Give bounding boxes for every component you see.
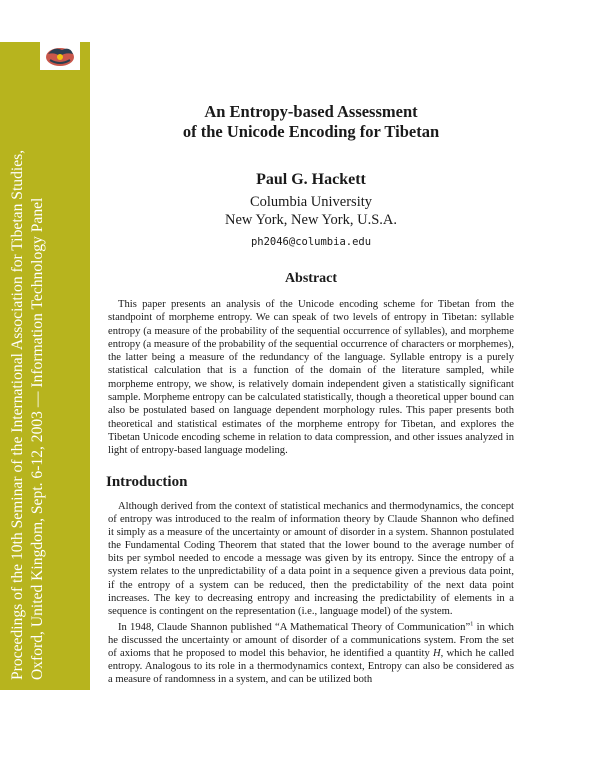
paper-title bbox=[108, 102, 514, 142]
proceedings-line-2: Oxford, United Kingdom, Sept. 6-12, 2003 — Information Technology Panel bbox=[29, 197, 46, 680]
conference-sidebar bbox=[0, 0, 90, 776]
introduction-body bbox=[108, 500, 514, 689]
entropy-symbol: H bbox=[432, 648, 441, 660]
paragraph-2-part-a: In 1948, Claude Shannon published “A Mathematical Theory of Communication” bbox=[118, 621, 471, 633]
author-affiliation bbox=[108, 193, 514, 229]
abstract-body bbox=[108, 298, 514, 458]
paragraph-2-part-c: , which he called entropy. Analogous to its role in a thermodynamics context, Entropy can also be considered as a measure of randomness in a system, and can be utilized both bbox=[108, 648, 515, 686]
author-email[interactable]: ph2046@columbia.edu bbox=[250, 236, 372, 248]
proceedings-line-1: Proceedings of the 10th Seminar of the International Association for Tibetan Studies, bbox=[9, 149, 26, 680]
abstract-heading: Abstract bbox=[284, 271, 338, 286]
title-line-2: of the Unicode Encoding for Tibetan bbox=[182, 122, 440, 141]
introduction-paragraph-1: Although derived from the context of statistical mechanics and thermodynamics, the concept of entropy was introduced to the realm of information theory by Claude Shannon who defined it simply as a measure of the uncertainty or amount of disorder in a system. Shannon postulated the Fundamental Coding Theorem that stated that the lower bound to the average number of bits per symbol needed to encode a message was given by its entropy. Since the entropy of a system relates to the unpredictability of a data point in a sequence given a previous data point, if the entropy of a system can be reduced, then the predictability of the next data point increases. The key to decreasing entropy and increasing the predictability of elements in a sequence is contingent on the representation (i.e., language model) of the system. bbox=[108, 501, 514, 617]
title-line-1: An Entropy-based Assessment bbox=[204, 102, 418, 121]
proceedings-banner bbox=[8, 40, 88, 680]
author-name: Paul G. Hackett bbox=[256, 171, 366, 188]
affiliation-line-2: New York, New York, U.S.A. bbox=[224, 212, 397, 228]
introduction-paragraph-2 bbox=[108, 621, 514, 686]
introduction-heading: Introduction bbox=[106, 474, 188, 490]
footnote-marker[interactable]: 1 bbox=[470, 620, 474, 628]
abstract-paragraph: This paper presents an analysis of the Unicode encoding scheme for Tibetan from the standpoint of morpheme entropy. We can speak of two levels of entropy in Tibetan: syllable entropy (a measure of the probability of the sequential occurrence of syllables), and morpheme entropy (a measure of the probability of the sequential occurrence of characters or morphemes), the latter being a measure of the redundancy of the language. Syllable entropy is a purely statistical calculation that is a function of the domain of the literature sampled, while morpheme entropy, we show, is relatively domain independent given a statistically significant sample. Morpheme entropy can be calculated statistically, though a theoretical upper bound can also be postulated based on language dependent morphology rules. This paper presents both theoretical and statistical estimates of the morpheme entropy for Tibetan, and explores the Tibetan Unicode encoding scheme in relation to data compression, and other issues analyzed in light of entropy-based language modeling. bbox=[108, 299, 514, 457]
affiliation-line-1: Columbia University bbox=[249, 194, 373, 210]
paragraph-2-part-b: in which he discussed the uncertainty or amount of disorder of a communications system. From the set of axioms that he proposed to model this behavior, he identified a quantity bbox=[108, 621, 514, 660]
